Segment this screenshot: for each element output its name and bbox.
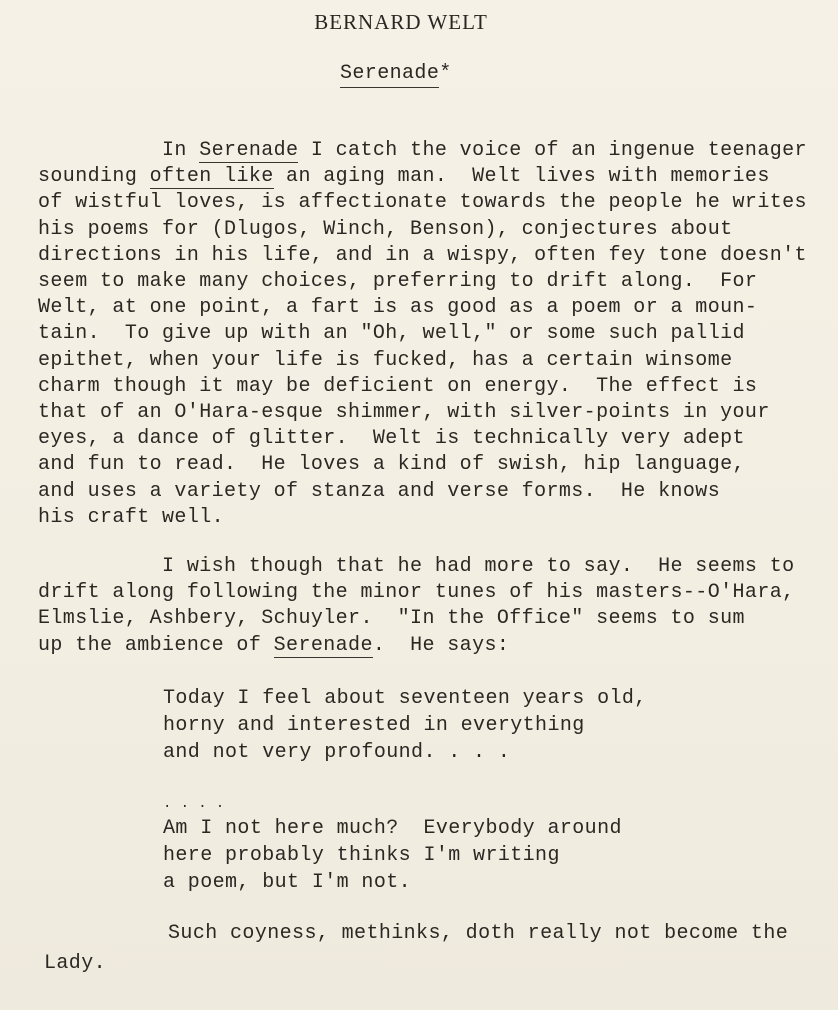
book-title-underlined: Serenade — [273, 633, 373, 657]
paragraph-1-line: and fun to read. He loves a kind of swish, hip language, — [38, 453, 745, 477]
quoted-poem-excerpt-1 — [163, 685, 647, 766]
paragraph-2-line: I wish though that he had more to say. He seems to — [38, 555, 795, 578]
text-segment: In — [38, 139, 200, 162]
closing-paragraph — [44, 919, 788, 979]
paragraph-1-line: directions in his life, and in a wispy, often fey tone doesn't — [38, 243, 807, 267]
paragraph-1-line: his poems for (Dlugos, Winch, Benson), conjectures about — [38, 217, 733, 241]
closing-line: Such coyness, methinks, doth really not become the — [44, 922, 789, 945]
review-title-text: Serenade — [340, 62, 439, 88]
closing-line: Lady. — [44, 952, 107, 975]
paragraph-2-line — [38, 633, 788, 659]
text-segment: . He says: — [372, 633, 510, 657]
text-segment: an aging man. Welt lives with memories — [273, 165, 770, 189]
text-segment: up the ambience of — [38, 633, 274, 657]
poem-line: Today I feel about seventeen years old, — [163, 687, 647, 710]
poem-line: a poem, but I'm not. — [163, 871, 412, 894]
underlined-phrase: often like — [149, 165, 274, 189]
poem-ellipsis: . . . . — [163, 796, 225, 812]
poem-line: horny and interested in everything — [163, 714, 585, 737]
poem-line: here probably thinks I'm writing — [163, 844, 560, 867]
paragraph-1-line: Welt, at one point, a fart is as good as a poem or a moun- — [38, 296, 758, 320]
book-title-underlined: Serenade — [199, 139, 299, 162]
text-segment: sounding — [38, 165, 150, 189]
footnote-marker: * — [439, 62, 452, 85]
paragraph-2-line: Elmslie, Ashbery, Schuyler. "In the Office" seems to sum — [38, 607, 745, 631]
author-heading: BERNARD WELT — [314, 10, 488, 34]
paragraph-1-line — [38, 138, 807, 164]
paragraph-1-line — [38, 164, 788, 190]
text-segment: I catch the voice of an ingenue teenager — [298, 139, 807, 162]
paragraph-1-line: his craft well. — [38, 505, 225, 529]
quoted-poem-excerpt-2 — [163, 793, 622, 896]
paragraph-1-line: charm though it may be deficient on energy. The effect is — [38, 374, 758, 398]
review-title — [340, 62, 452, 85]
paragraph-1-line: that of an O'Hara-esque shimmer, with silver-points in your — [38, 401, 770, 425]
paragraph-1-line: tain. To give up with an "Oh, well," or some such pallid — [38, 322, 745, 346]
paragraph-1-line: of wistful loves, is affectionate towards the people he writes — [38, 191, 807, 215]
paragraph-1-line: epithet, when your life is fucked, has a certain winsome — [38, 348, 733, 372]
paragraph-1-line: and uses a variety of stanza and verse forms. He knows — [38, 479, 721, 503]
paragraph-2 — [38, 554, 795, 659]
poem-line: Am I not here much? Everybody around — [163, 817, 622, 840]
poem-line: and not very profound. . . . — [163, 741, 511, 764]
paragraph-1-line: seem to make many choices, preferring to drift along. For — [38, 270, 758, 294]
paragraph-2-line: drift along following the minor tunes of his masters--O'Hara, — [38, 581, 795, 605]
paragraph-1-line: eyes, a dance of glitter. Welt is technically very adept — [38, 427, 745, 451]
paragraph-1 — [38, 138, 807, 531]
